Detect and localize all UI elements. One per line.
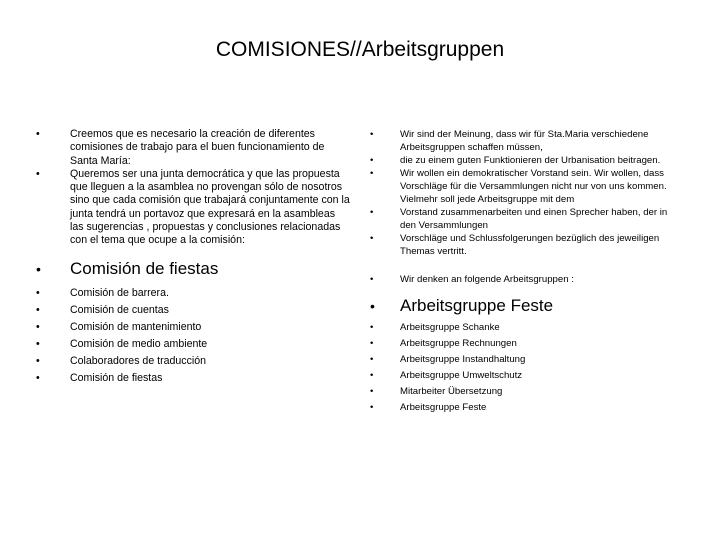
bullet-icon: • (36, 167, 40, 180)
list-item: • Comisión de cuentas (36, 302, 351, 319)
intro-line-5: Vorschläge und Schlussfolgerungen bezüglich des jeweiligen Themas vertritt. (400, 233, 660, 257)
list-item: • Comisión de barrera. (36, 285, 351, 302)
bullet-icon: • (36, 337, 40, 350)
intro-line-3: Wir wollen ein demokratischer Vorstand sein. Wir wollen, dass Vorschläge für die Versammlungen nicht nur von uns kommen. Vielmehr soll jede Arbeitsgruppe mit dem (400, 168, 667, 205)
bullet-icon: • (36, 260, 41, 277)
intro-text-2: Queremos ser una junta democrática y que las propuesta que lleguen a la asamblea no provengan sólo de nosotros sino que cada comisión que trabajará conjuntamente con la junta tendrá un portavoz que expresará en la asambleas las sugerencias , propuestas y conclusiones relacionadas con el tema que ocupe a la comisión: (70, 167, 350, 247)
bullet-icon: • (370, 338, 374, 349)
list-item: • Arbeitsgruppe Umweltschutz (370, 368, 685, 384)
bullet-icon: • (370, 233, 374, 244)
bullet-icon: • (370, 207, 374, 218)
section-heading-de (370, 295, 685, 317)
bullet-icon: • (370, 402, 374, 413)
list-item: • Arbeitsgruppe Instandhaltung (370, 352, 685, 368)
intro-paragraph-de (370, 128, 685, 258)
intro-line-4: Vorstand zusammenarbeiten und einen Sprecher haben, der in den Versammlungen (400, 207, 668, 231)
list-item: • Colaboradores de traducción (36, 353, 351, 370)
list-intro-text: Wir denken an folgende Arbeitsgruppen : (400, 274, 574, 285)
page-title: COMISIONES//Arbeitsgruppen (215, 38, 505, 61)
committee-list-de (370, 320, 685, 416)
section-heading-es (36, 258, 351, 280)
intro-paragraph-2 (36, 168, 351, 248)
intro-line-2: die zu einem guten Funktionieren der Urbanisation beitragen. (400, 155, 661, 166)
bullet-icon: • (36, 303, 40, 316)
bullet-icon: • (370, 370, 374, 381)
bullet-icon: • (36, 286, 40, 299)
list-item: • Arbeitsgruppe Feste (370, 400, 685, 416)
bullet-icon: • (370, 129, 374, 140)
list-intro-de (370, 273, 685, 286)
intro-text-1: Creemos que es necesario la creación de diferentes comisiones de trabajo para el buen funcionamiento de Santa María: (70, 128, 325, 167)
intro-paragraph-1 (36, 128, 351, 168)
bullet-icon: • (36, 371, 40, 384)
list-item: • Comisión de medio ambiente (36, 336, 351, 353)
intro-line-1: Wir sind der Meinung, dass wir für Sta.Maria verschiedene Arbeitsgruppen schaffen müssen, (400, 129, 649, 153)
bullet-icon: • (36, 354, 40, 367)
german-column (370, 128, 685, 416)
committee-list-es (36, 285, 351, 387)
list-item: • Mitarbeiter Übersetzung (370, 384, 685, 400)
heading-text-es: Comisión de fiestas (70, 258, 219, 278)
list-item: • Comisión de fiestas (36, 370, 351, 387)
bullet-icon: • (370, 298, 375, 314)
list-item: • Arbeitsgruppe Schanke (370, 320, 685, 336)
bullet-icon: • (36, 128, 40, 140)
bullet-icon: • (370, 274, 374, 285)
bullet-icon: • (370, 386, 374, 397)
bullet-icon: • (370, 168, 374, 179)
list-item: • Arbeitsgruppe Rechnungen (370, 336, 685, 352)
list-item: • Comisión de mantenimiento (36, 319, 351, 336)
bullet-icon: • (370, 322, 374, 333)
bullet-icon: • (36, 320, 40, 333)
bullet-icon: • (370, 155, 374, 166)
heading-text-de: Arbeitsgruppe Feste (400, 296, 554, 315)
bullet-icon: • (370, 354, 374, 365)
spanish-column (36, 128, 351, 387)
